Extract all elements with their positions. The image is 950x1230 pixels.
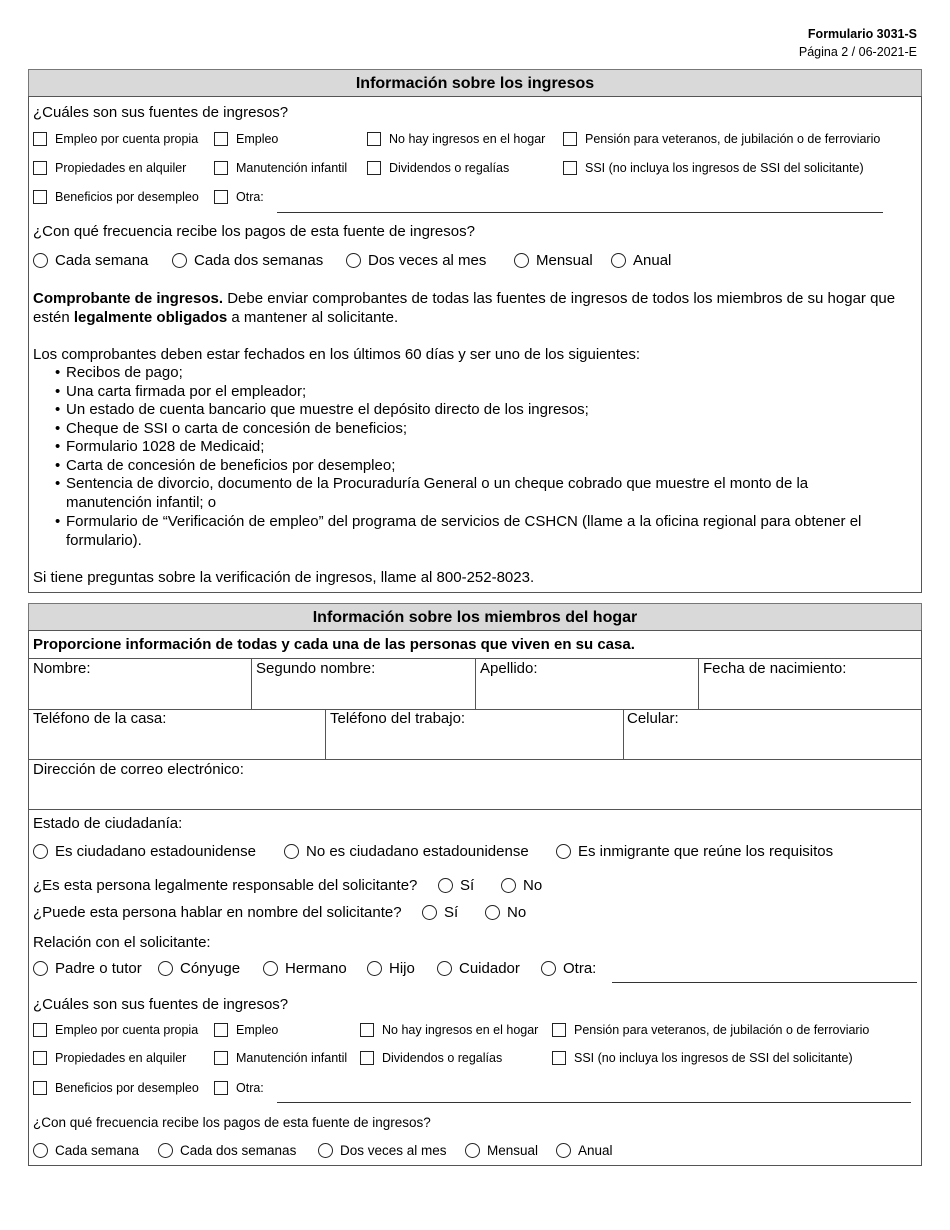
checkbox-self-employment[interactable]: Empleo por cuenta propia [33,1023,198,1037]
radio-circle[interactable] [485,905,500,920]
checkbox-employment[interactable]: Empleo [214,1023,278,1037]
list-item: • Una carta firmada por el empleador; [55,383,307,400]
radio-qualified-immigrant[interactable]: Es inmigrante que reúne los requisitos [556,843,833,860]
checkbox-rental[interactable]: Propiedades en alquiler [33,161,186,175]
email-label: Dirección de correo electrónico: [33,761,244,778]
checkbox-no-income[interactable]: No hay ingresos en el hogar [367,132,545,146]
divider [28,809,922,810]
radio-responsible-no[interactable]: No [501,877,542,894]
list-item: • Formulario de “Verificación de empleo” del programa de servicios de CSHCN (llame a la oficina regional para obtener el formulario). [55,513,862,549]
home-phone-input[interactable] [29,729,324,758]
checkbox-box[interactable] [552,1023,566,1037]
radio-sibling[interactable]: Hermano [263,960,347,977]
radio-responsible-yes[interactable]: Sí [438,877,474,894]
checkbox-child-support[interactable]: Manutención infantil [214,1051,347,1065]
radio-circle[interactable] [318,1143,333,1158]
radio-child[interactable]: Hijo [367,960,415,977]
radio-circle[interactable] [514,253,529,268]
radio-circle[interactable] [158,1143,173,1158]
radio-weekly[interactable]: Cada semana [33,1143,139,1158]
radio-caregiver[interactable]: Cuidador [437,960,520,977]
income-questions-note: Si tiene preguntas sobre la verificación de ingresos, llame al 800-252-8023. [33,569,535,586]
relationship-label: Relación con el solicitante: [33,934,211,951]
email-input[interactable] [29,780,921,808]
household-instruction: Proporcione información de todas y cada una de las personas que viven en su casa. [33,636,635,653]
radio-annual[interactable]: Anual [556,1143,613,1158]
radio-circle[interactable] [367,961,382,976]
middle-name-label: Segundo nombre: [256,660,376,677]
checkbox-dividends[interactable]: Dividendos o regalías [360,1051,502,1065]
checkbox-unemployment[interactable]: Beneficios por desempleo [33,190,199,204]
checkbox-box[interactable] [360,1051,374,1065]
radio-circle[interactable] [284,844,299,859]
checkbox-other[interactable]: Otra: [214,190,264,204]
checkbox-box[interactable] [563,161,577,175]
checkbox-ssi[interactable]: SSI (no incluya los ingresos de SSI del solicitante) [552,1051,853,1065]
work-phone-label: Teléfono del trabajo: [330,710,466,727]
checkbox-box[interactable] [33,132,47,146]
other-source-input[interactable] [277,1102,911,1103]
checkbox-box[interactable] [214,132,228,146]
speak-for-question: ¿Puede esta persona hablar en nombre del solicitante? [33,904,402,921]
radio-circle[interactable] [556,1143,571,1158]
radio-biweekly[interactable]: Cada dos semanas [172,252,323,269]
income-sources-question: ¿Cuáles son sus fuentes de ingresos? [33,104,289,121]
checkbox-box[interactable] [214,161,228,175]
checkbox-employment[interactable]: Empleo [214,132,278,146]
list-item: • Recibos de pago; [55,364,183,381]
radio-circle[interactable] [465,1143,480,1158]
checkbox-box[interactable] [367,132,381,146]
checkbox-rental[interactable]: Propiedades en alquiler [33,1051,186,1065]
radio-circle[interactable] [437,961,452,976]
checkbox-pension[interactable]: Pensión para veteranos, de jubilación o de ferroviario [552,1023,869,1037]
radio-us-citizen[interactable]: Es ciudadano estadounidense [33,843,256,860]
last-name-label: Apellido: [480,660,538,677]
household-frequency-question: ¿Con qué frecuencia recibe los pagos de esta fuente de ingresos? [33,1115,431,1130]
radio-monthly[interactable]: Mensual [465,1143,538,1158]
radio-circle[interactable] [33,844,48,859]
radio-other-relationship[interactable]: Otra: [541,960,596,977]
radio-circle[interactable] [541,961,556,976]
list-item: • Sentencia de divorcio, documento de la Procuraduría General o un cheque cobrado que muestre el monto de la manutención infantil; o [55,475,809,511]
radio-parent[interactable]: Padre o tutor [33,960,142,977]
checkbox-box[interactable] [214,1081,228,1095]
birth-date-input[interactable] [699,679,921,708]
checkbox-other[interactable]: Otra: [214,1081,264,1095]
checkbox-unemployment[interactable]: Beneficios por desempleo [33,1081,199,1095]
list-item: • Un estado de cuenta bancario que muestre el depósito directo de los ingresos; [55,401,589,418]
citizenship-label: Estado de ciudadanía: [33,815,183,832]
checkbox-ssi[interactable]: SSI (no incluya los ingresos de SSI del solicitante) [563,161,864,175]
radio-twice-monthly[interactable]: Dos veces al mes [346,252,486,269]
radio-circle[interactable] [158,961,173,976]
checkbox-box[interactable] [33,1081,47,1095]
checkbox-no-income[interactable]: No hay ingresos en el hogar [360,1023,538,1037]
radio-circle[interactable] [611,253,626,268]
checkbox-self-employment[interactable]: Empleo por cuenta propia [33,132,198,146]
radio-spouse[interactable]: Cónyuge [158,960,240,977]
checkbox-box[interactable] [552,1051,566,1065]
checkbox-box[interactable] [33,1051,47,1065]
checkbox-box[interactable] [214,1023,228,1037]
proof-list-intro: Los comprobantes deben estar fechados en los últimos 60 días y ser uno de los siguientes: [33,346,641,363]
radio-circle[interactable] [33,253,48,268]
checkbox-dividends[interactable]: Dividendos o regalías [367,161,509,175]
frequency-question: ¿Con qué frecuencia recibe los pagos de esta fuente de ingresos? [33,223,475,240]
household-section-title: Información sobre los miembros del hogar [28,603,922,631]
home-phone-label: Teléfono de la casa: [33,710,167,727]
checkbox-box[interactable] [563,132,577,146]
radio-circle[interactable] [33,961,48,976]
checkbox-box[interactable] [33,1023,47,1037]
form-number: Formulario 3031-S [807,27,917,41]
radio-circle[interactable] [422,905,437,920]
radio-not-citizen[interactable]: No es ciudadano estadounidense [284,843,529,860]
other-relationship-input[interactable] [612,982,917,983]
radio-circle[interactable] [263,961,278,976]
list-item: • Cheque de SSI o carta de concesión de beneficios; [55,420,408,437]
checkbox-box[interactable] [360,1023,374,1037]
radio-speak-yes[interactable]: Sí [422,904,458,921]
first-name-label: Nombre: [33,660,91,677]
radio-circle[interactable] [172,253,187,268]
radio-annual[interactable]: Anual [611,252,671,269]
other-source-input[interactable] [277,212,883,213]
radio-weekly[interactable]: Cada semana [33,252,148,269]
checkbox-box[interactable] [214,190,228,204]
last-name-input[interactable] [476,679,697,708]
legally-responsible-question: ¿Es esta persona legalmente responsable del solicitante? [33,877,418,894]
radio-circle[interactable] [438,878,453,893]
checkbox-box[interactable] [214,1051,228,1065]
proof-of-income-paragraph: Comprobante de ingresos. Debe enviar comprobantes de todas las fuentes de ingresos de todos los miembros de su hogar que estén legalmente obligados a mantener al solicitante. [33,290,896,326]
checkbox-box[interactable] [367,161,381,175]
income-section-title: Información sobre los ingresos [28,69,922,97]
checkbox-child-support[interactable]: Manutención infantil [214,161,347,175]
radio-speak-no[interactable]: No [485,904,526,921]
divider [28,759,922,760]
page-info: Página 2 / 06-2021-E [798,45,917,59]
radio-circle[interactable] [556,844,571,859]
checkbox-box[interactable] [33,190,47,204]
radio-monthly[interactable]: Mensual [514,252,593,269]
checkbox-pension[interactable]: Pensión para veteranos, de jubilación o de ferroviario [563,132,880,146]
cell-phone-input[interactable] [624,729,921,758]
middle-name-input[interactable] [252,679,474,708]
radio-twice-monthly[interactable]: Dos veces al mes [318,1143,447,1158]
radio-circle[interactable] [346,253,361,268]
checkbox-box[interactable] [33,161,47,175]
first-name-input[interactable] [29,679,250,708]
work-phone-input[interactable] [326,729,622,758]
radio-circle[interactable] [501,878,516,893]
list-item: • Formulario 1028 de Medicaid; [55,438,265,455]
radio-circle[interactable] [33,1143,48,1158]
household-income-sources-question: ¿Cuáles son sus fuentes de ingresos? [33,996,289,1013]
birth-date-label: Fecha de nacimiento: [703,660,847,677]
list-item: • Carta de concesión de beneficios por desempleo; [55,457,396,474]
cell-phone-label: Celular: [627,710,679,727]
radio-biweekly[interactable]: Cada dos semanas [158,1143,296,1158]
